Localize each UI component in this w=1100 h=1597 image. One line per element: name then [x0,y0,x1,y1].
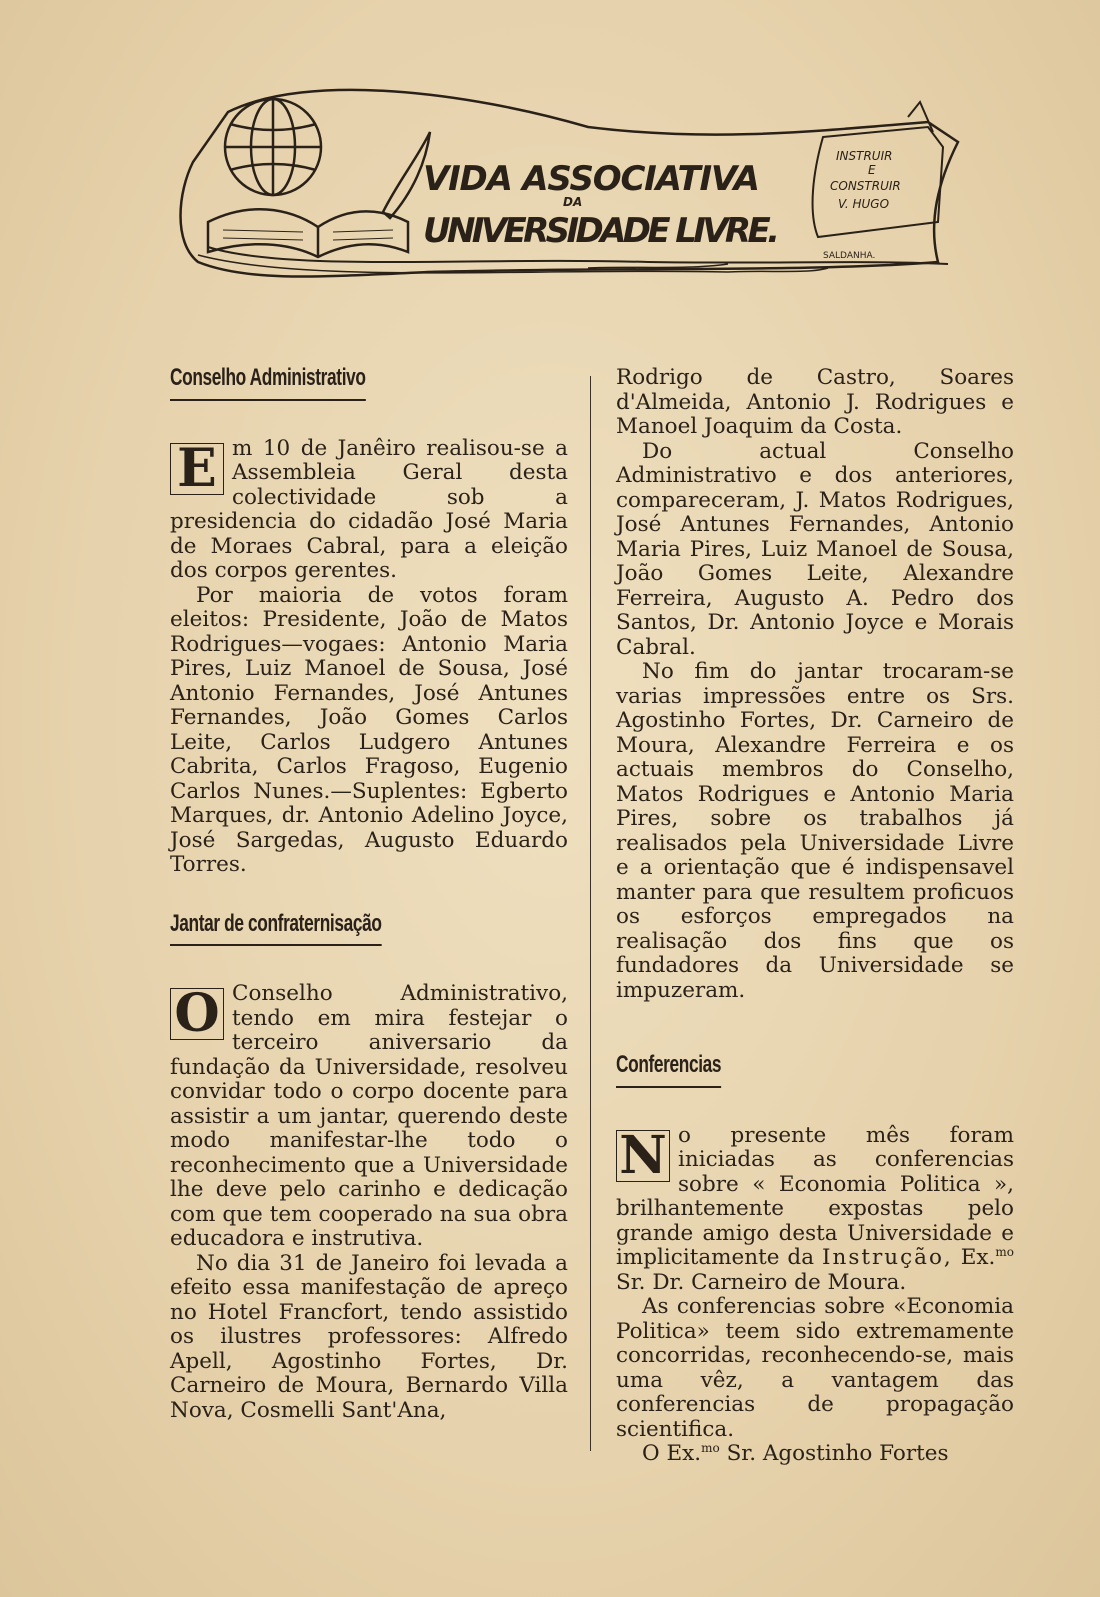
banner-title-line2: DA [563,195,583,209]
motto-line4: V. HUGO [838,197,890,211]
dropcap-e: E [170,443,224,495]
paragraph: Rodrigo de Castro, Soares d'Almeida, Antonio J. Rodrigues e Manoel Joaquim da Costa. [616,365,1014,439]
text-run: O Ex. [642,1441,702,1466]
dropcap-o: O [170,988,224,1040]
column-divider [590,376,591,1451]
header-banner [168,72,998,302]
paragraph: Conselho Administrativo, tendo em mira festejar o terceiro aniversario da fundação da Universidade, resolveu convidar todo o corpo docente para assistir a um jantar, querendo deste modo manifestar-lhe todo o reconhecimento que a Universidade lhe deve pelo carinho e dedicação com que tem cooperado na sua obra educadora e instrutiva. [170,981,568,1251]
motto-line2: E [868,163,876,177]
paragraph: As conferencias sobre «Economia Politica» teem sido extremamente concorridas, reconhecendo-se, mais uma vêz, a vantagem das conferencias de propagação scientifica. [616,1294,1014,1442]
paragraph [616,1124,1014,1296]
article-conferencias [616,1124,1014,1467]
paragraph: Do actual Conselho Administrativo e dos anteriores, compareceram, J. Matos Rodrigues, José Antunes Fernandes, Antonio Maria Pires, Luiz Manoel de Sousa, João Gomes Leite, Alexandre Ferreira, Augusto A. Pedro dos Santos, Dr. Antonio Joyce e Morais Cabral. [616,438,1014,660]
motto-line1: INSTRUIR [836,149,893,163]
paragraph: No dia 31 de Janeiro foi levada a efeito essa manifestação de apreço no Hotel Francfort, tendo assistido os ilustres professores: Alfredo Apell, Agostinho Fortes, Dr. Carneiro de Moura, Bernardo Villa Nova, Cosmelli Sant'Ana, [170,1250,568,1423]
article-conselho [170,437,568,878]
section-title-conferencias: Conferencias [616,1053,721,1088]
paragraph: No fim do jantar trocaram-se varias impressões entre os Srs. Agostinho Fortes, Dr. Carneiro de Moura, Alexandre Ferreira e os actuais membros do Conselho, Matos Rodrigues e Antonio Maria Pires, sobre os trabalhos já realisados pela Universidade Livre e a orientação que é indispensavel manter para que resultem proficuos os esforços empregados na realisação dos fins que os fundadores da Universidade se impuzeram. [616,659,1014,1003]
superscript: mo [995,1244,1014,1259]
text-run-tracked: Instrução, [821,1245,953,1270]
paragraph: Por maioria de votos foram eleitos: Presidente, João de Matos Rodrigues—vogaes: Antonio Maria Pires, Luiz Manoel de Sousa, José Antonio Fernandes, José Antunes Fernandes, João Gomes Carlos Leite, Carlos Ludgero Antunes Cabrita, Carlos Fragoso, Eugenio Carlos Nunes.—Suplentes: Egberto Marques, dr. Antonio Adelino Joyce, José Sargedas, Augusto Eduardo Torres. [170,582,568,877]
article-jantar [170,982,568,1423]
text-run: o presente mês foram iniciadas as conferencias sobre « Economia Politica », brilhantemente expostas pelo grande amigo desta Universidade e implicitamente da [616,1122,1014,1270]
motto-line3: CONSTRUIR [830,179,901,193]
dropcap-n: N [616,1130,670,1182]
globe-icon [225,99,321,195]
text-run: Ex. [952,1245,996,1270]
banner-signature: SALDANHA. [823,251,876,261]
section-title-jantar: Jantar de confraternisação [170,912,382,947]
text-run: Sr. Agostinho Fortes [719,1441,949,1466]
section-title-conselho: Conselho Administrativo [170,366,366,401]
book-icon [208,209,408,257]
right-column [616,366,1014,1467]
banner-title-line3: UNIVERSIDADE LIVRE. [423,211,783,251]
banner-title-line1: VIDA ASSOCIATIVA [423,159,763,199]
paragraph: m 10 de Janêiro realisou-se a Assembleia Geral desta colectividade sob a presidencia do cidadão José Maria de Moraes Cabral, para a eleição dos corpos gerentes. [170,435,568,583]
superscript: mo [701,1440,720,1455]
left-column [170,366,568,1423]
text-run: Sr. Dr. Carneiro de Moura. [616,1269,907,1295]
paragraph [616,1442,1014,1467]
